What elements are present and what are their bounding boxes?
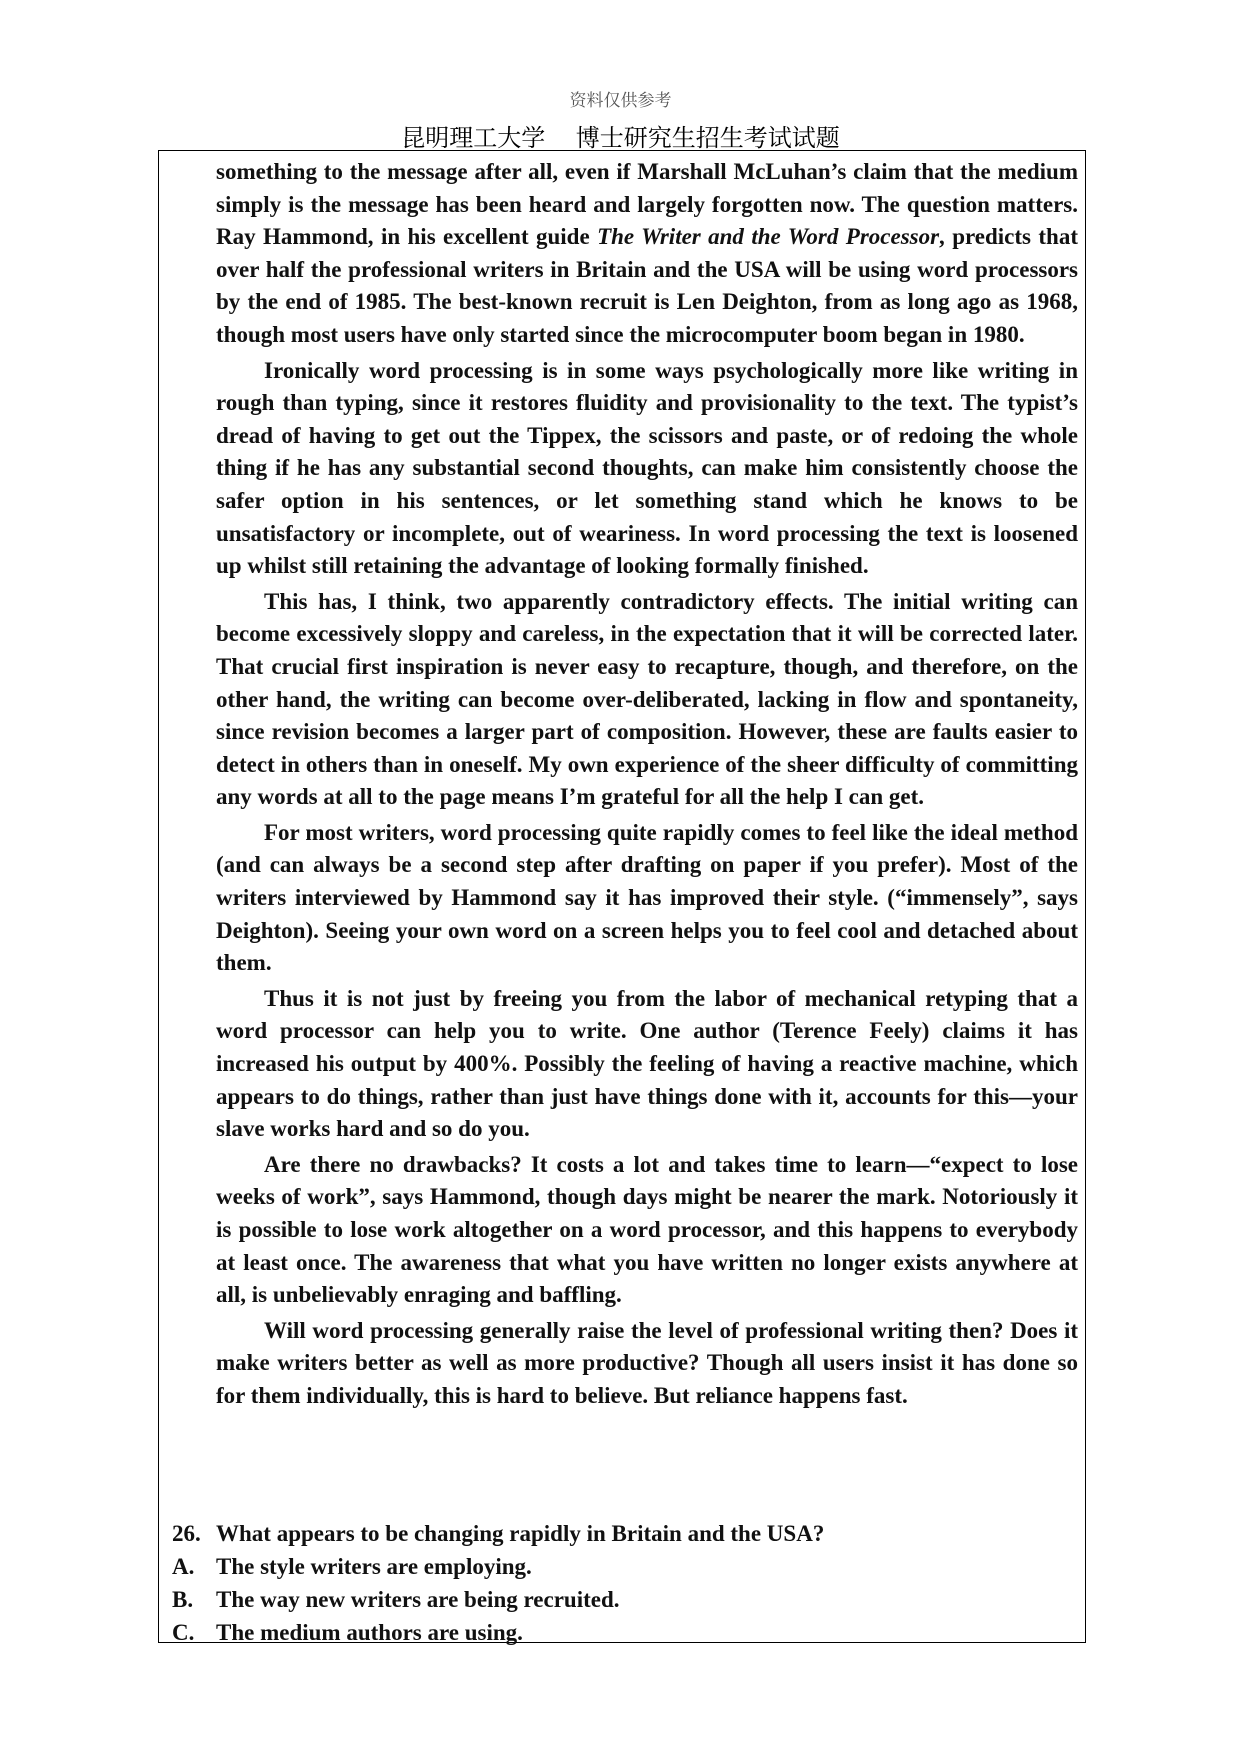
paragraph-7: Will word processing generally raise the level of professional writing then? Does it make writers better as well as more productive? Though all users insist it has done so for them individually, this is hard to believe. But reliance happens fast. [216, 1317, 1078, 1408]
book-title: The Writer and the Word Processor [597, 224, 940, 250]
question-26 [172, 1517, 1072, 1550]
option-b [172, 1583, 1072, 1616]
paragraph-5: Thus it is not just by freeing you from the labor of mechanical retyping that a word processor can help you to write. One author (Terence Feely) claims it has increased his output by 400%. Possibly the feeling of having a reactive machine, which appears to do things, rather than just have things done with it, accounts for this—your slave works hard and so do you. [216, 985, 1078, 1142]
option-letter: B. [172, 1587, 194, 1612]
question-text: What appears to be changing rapidly in Britain and the USA? [216, 1521, 825, 1546]
option-c [172, 1616, 1072, 1649]
paragraph-4: For most writers, word processing quite rapidly comes to feel like the ideal method (and can always be a second step after drafting on paper if you prefer). Most of the writers interviewed by Hammond say it has improved their style. (“immensely”, says Deighton). Seeing your own word on a screen helps you to feel cool and detached about them. [216, 819, 1078, 976]
question-number: 26. [172, 1521, 201, 1546]
paragraph-6: Are there no drawbacks? It costs a lot and takes time to learn—“expect to lose weeks of work”, says Hammond, though days might be nearer the mark. Notoriously it is possible to lose work altogether on a word processor, and this happens to everybody at least once. The awareness that what you have written no longer exists anywhere at all, is unbelievably enraging and baffling. [216, 1151, 1078, 1308]
paragraph-3: This has, I think, two apparently contradictory effects. The initial writing can become excessively sloppy and careless, in the expectation that it will be corrected later. That crucial first inspiration is never easy to recapture, though, and therefore, on the other hand, the writing can become over-deliberated, lacking in flow and spontaneity, since revision becomes a larger part of composition. However, these are faults easier to detect in others than in oneself. My own experience of the sheer difficulty of committing any words at all to the page means I’m grateful for all the help I can get. [216, 588, 1078, 810]
option-letter: C. [172, 1620, 195, 1645]
paragraph-2: Ironically word processing is in some ways psychologically more like writing in rough than typing, since it restores fluidity and provisionality to the text. The typist’s dread of having to get out the Tippex, the scissors and paste, or of redoing the whole thing if he has any substantial second thoughts, can make him consistently choose the safer option in his sentences, or let something stand which he knows to be unsatisfactory or incomplete, out of weariness. In word processing the text is loosened up whilst still retaining the advantage of looking formally finished. [216, 357, 1078, 579]
option-a [172, 1550, 1072, 1583]
paragraph-1-end: , predicts that over half the professional writers in Britain and the USA will be using word processors by the end of 1985. The best-known recruit is Len Deighton, from as long ago as 1968, though most users have only started since the microcomputer boom began in 1980. [216, 224, 1078, 347]
option-text: The way new writers are being recruited. [216, 1587, 620, 1612]
watermark-note: 资料仅供参考 [569, 91, 672, 111]
question-block [172, 1517, 1072, 1649]
reading-passage [216, 156, 1078, 1416]
exam-title: 昆明理工大学 博士研究生招生考试试题 [401, 124, 840, 152]
option-letter: A. [172, 1554, 195, 1579]
paragraph-1-start: something to the message after all, even if Marshall McLuhan’s claim that the medium simply is the message has been heard and largely forgotten now. The question matters. Ray Hammond, in his excellent guide [216, 159, 1078, 250]
paragraph-1 [216, 156, 1078, 352]
option-text: The style writers are employing. [216, 1554, 532, 1579]
option-text: The medium authors are using. [216, 1620, 523, 1645]
